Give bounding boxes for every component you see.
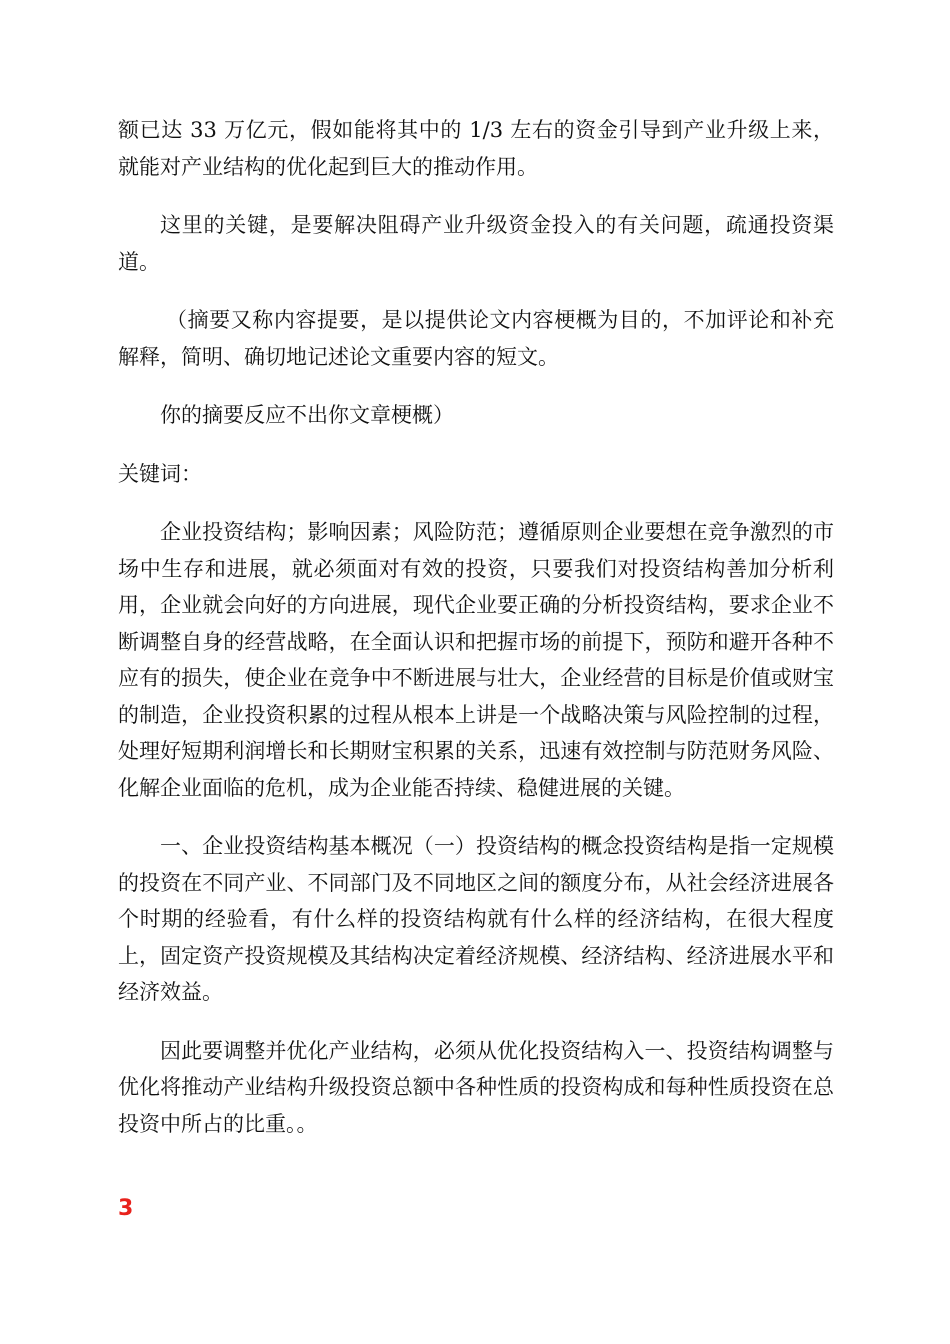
paragraph-continuation: 额已达 33 万亿元，假如能将其中的 1/3 左右的资金引导到产业升级上来，就能对产业结构的优化起到巨大的推动作用。 [118,118,834,179]
document-body [118,112,834,1164]
paragraph-key-issue: 这里的关键，是要解决阻碍产业升级资金投入的有关问题，疏通投资渠道。 [118,213,834,274]
paragraph-keywords: 企业投资结构；影响因素；风险防范；遵循原则企业要想在竞争激烈的市场中生存和进展，就必须面对有效的投资，只要我们对投资结构善加分析利用，企业就会向好的方向进展，现代企业要正确的分析投资结构，要求企业不断调整自身的经营战略，在全面认识和把握市场的前提下，预防和避开各种不应有的损失，使企业在竞争中不断进展与壮大，企业经营的目标是价值或财宝的制造，企业投资积累的过程从根本上讲是一个战略决策与风险控制的过程，处理好短期利润增长和长期财宝积累的关系，迅速有效控制与防范财务风险、化解企业面临的危机，成为企业能否持续、稳健进展的关键。 [118,520,834,800]
paragraph-section-one: 一、企业投资结构基本概况（一）投资结构的概念投资结构是指一定规模的投资在不同产业、不同部门及不同地区之间的额度分布，从社会经济进展各个时期的经验看，有什么样的投资结构就有什么样的经济结构，在很大程度上，固定资产投资规模及其结构决定着经济规模、经济结构、经济进展水平和经济效益。 [118,834,834,1004]
paragraph-abstract-note: （摘要又称内容提要，是以提供论文内容梗概为目的，不加评论和补充解释，简明、确切地记述论文重要内容的短文。 [118,308,834,369]
paragraph-abstract-comment: 你的摘要反应不出你文章梗概） [160,403,454,427]
paragraph-adjustment: 因此要调整并优化产业结构，必须从优化投资结构入一、投资结构调整与优化将推动产业结构升级投资总额中各种性质的投资构成和每种性质投资在总投资中所占的比重。。 [118,1038,834,1136]
keywords-heading: 关键词： [118,461,202,486]
page-number: 3 [118,1196,134,1221]
